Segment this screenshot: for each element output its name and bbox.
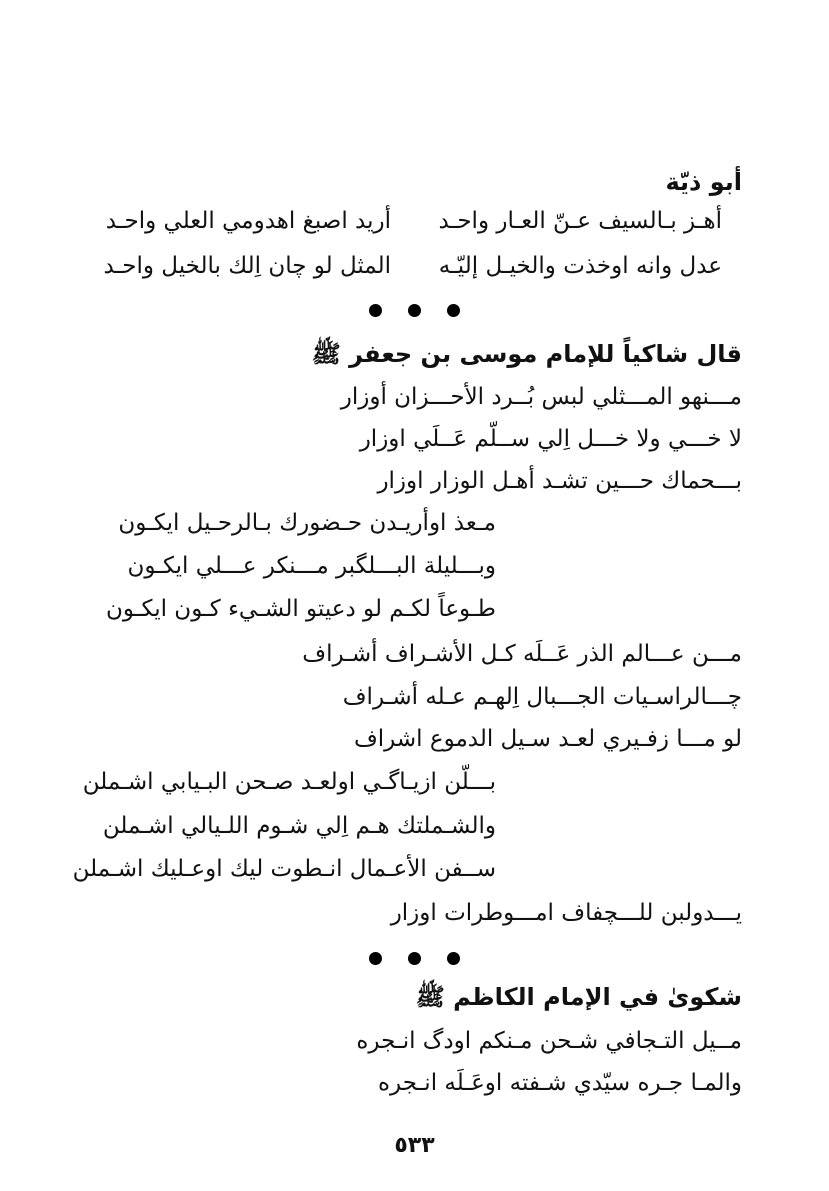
couplet-2-right-hemistich: المثل لو چان اِلك بالخيل واحـد [103, 253, 391, 279]
poem-line: مـعذ اوأريـدن حـضورك بـالرحـيل ايكـون [118, 510, 496, 536]
section-separator [0, 302, 829, 321]
section-separator [0, 950, 829, 969]
couplet-1-right-hemistich: أريد اصبغ اهدومي العلي واحـد [105, 208, 391, 234]
poem-line: والمـا جـره سيّدي شـفته اوعَـلَه انـجره [377, 1070, 742, 1096]
couplet-1-left-hemistich: أهـز بـالسيف عـنّ العـار واحـد [438, 208, 722, 234]
section-heading-al-kazim: شكوىٰ في الإمام الكاظم ﷺ [415, 983, 742, 1011]
section-heading-musa-bin-jafar: قال شاكياً للإمام موسى بن جعفر ﷺ [311, 340, 742, 368]
separator-dot [408, 952, 421, 965]
poem-line: يـــدولبن للـــچفاف امـــوطرات اوزار [390, 900, 742, 926]
couplet-2-left-hemistich: عدل وانه اوخذت والخيـل إليّـه [438, 253, 722, 279]
separator-dot [369, 304, 382, 317]
poem-line: مـــن عـــالم الذر عَــلَه كـل الأشـراف أشـراف [302, 641, 742, 667]
separator-dot [369, 952, 382, 965]
separator-dot [447, 952, 460, 965]
page-number: ٥٣٣ [394, 1133, 435, 1158]
poem-line: طـوعاً لكـم لو دعيتو الشـيء كـون ايكـون [105, 596, 496, 622]
poem-line: مــيل التـجافي شـحن مـنكم اودگ انـجره [356, 1028, 742, 1054]
poem-line: ســفن الأعـمال انـطوت ليك اوعـليك اشـملن [72, 856, 496, 882]
poem-line: وبـــليلة البـــلگبر مـــنكر عـــلي ايكـون [127, 553, 496, 579]
poem-line: والشـملتك هـم اِلي شـوم اللـيالي اشـملن [102, 813, 496, 839]
separator-dot [447, 304, 460, 317]
poem-line: لا خـــي ولا خـــل اِلي ســلّم عَــلَي اوزار [359, 426, 742, 452]
poem-line: مـــنهو المـــثلي لبس بُــرد الأحـــزان أوزار [340, 384, 742, 410]
poem-line: لو مـــا زفـيري لعـد سـيل الدموع اشراف [353, 726, 742, 752]
separator-dot [408, 304, 421, 317]
poem-line: بـــلّن ازيـاگـي اولعـد صـحن البـيابي اشـملن [82, 769, 496, 795]
poem-line: چـــالراسـيات الجـــبال اِلهـم عـله أشـراف [342, 684, 742, 710]
section-heading-abu-thiyya: أبو ذيّة [665, 168, 742, 196]
poem-line: بـــحماك حـــين تشـد أهـل الوزار اوزار [377, 468, 742, 494]
